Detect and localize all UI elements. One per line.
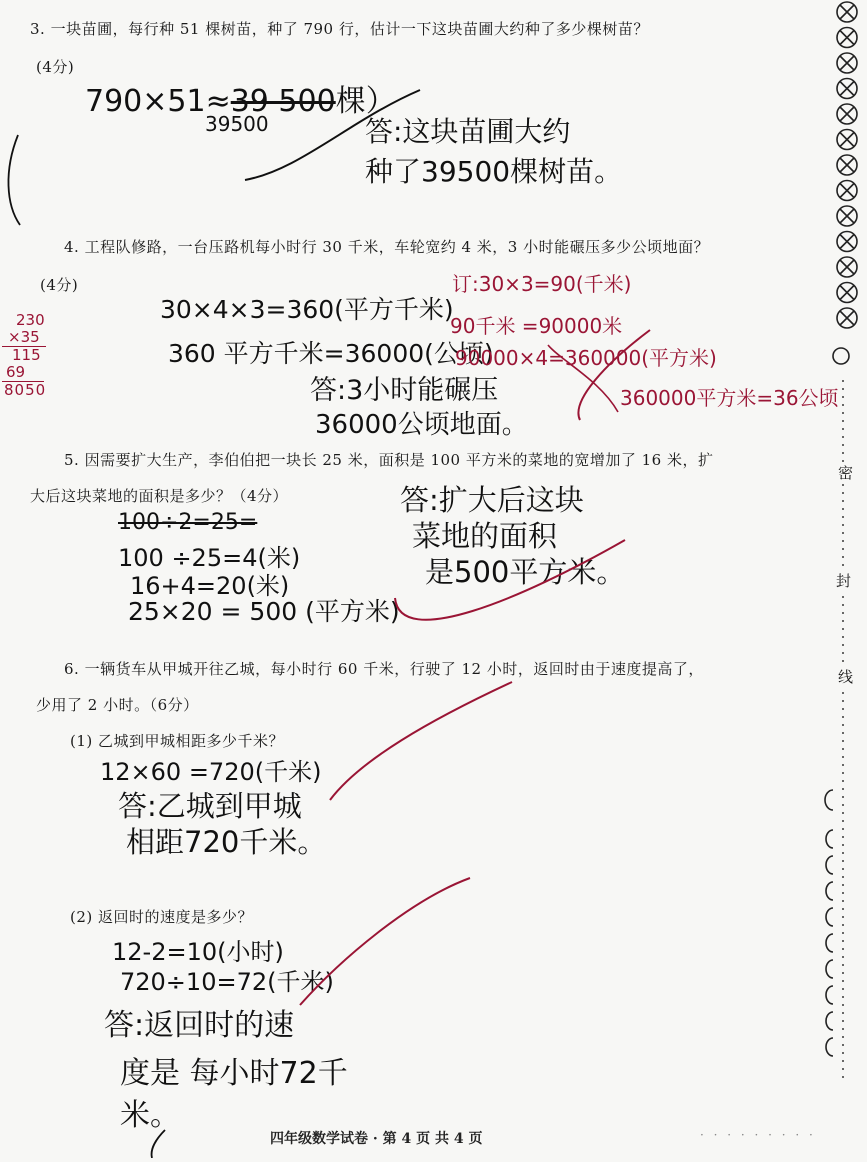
q5-work-struck: 100÷2=25= (118, 510, 258, 535)
q6-sub2-work2: 720÷10=72(千米) (120, 968, 334, 996)
q3-answer-line2: 种了39500棵树苗。 (365, 155, 623, 188)
q5-work-line2: 16+4=20(米) (130, 572, 290, 600)
q5-answer-line1: 答:扩大后这块 (400, 483, 584, 517)
q5-work-line1: 100 ÷25=4(米) (118, 544, 301, 572)
q5-work-line3: 25×20 = 500 (平方米) (128, 597, 400, 626)
q6-sub2-answer-line3: 米。 (120, 1098, 180, 1133)
binding-hole-cross (840, 209, 854, 223)
binding-hole-cross (840, 82, 854, 96)
q4-correction-line3: 90000×4=360000(平方米) (455, 346, 717, 370)
binding-hole-cross (840, 56, 854, 70)
q4-work-line1: 30×4×3=360(平方千米) (160, 295, 454, 324)
q4-correction-line1: 订:30×3=90(千米) (452, 272, 632, 296)
seal-char-mi: 密 (837, 464, 853, 482)
binding-hole-cross (840, 260, 854, 274)
margin-calc-row: 69 (2, 364, 44, 382)
q3-work-tail: 棵） (335, 84, 396, 119)
q4-score: (4分) (40, 276, 79, 294)
seal-char-xian: 线 (837, 668, 853, 686)
q3-score: (4分) (36, 58, 75, 76)
binding-hole-cross (840, 31, 854, 45)
q3-work-expr: 790×51≈ (85, 84, 231, 119)
q6-sub1-question: (1) 乙城到甲城相距多少千米？ (70, 732, 285, 750)
q6-sub2-answer-line2: 度是 每小时72千 (120, 1056, 348, 1091)
binding-hole-cross (840, 286, 854, 300)
q5-answer-line2: 菜地的面积 (412, 519, 558, 553)
margin-calc-row: 230 (16, 311, 45, 329)
binding-hole-cross (840, 107, 854, 121)
binding-hole-cross (840, 158, 854, 172)
q5-answer-line3: 是500平方米。 (425, 555, 626, 589)
q6-sub2-work1: 12-2=10(小时) (112, 938, 284, 966)
margin-calc-row: 8050 (4, 381, 47, 399)
q4-answer-line2: 36000公顷地面。 (315, 410, 528, 440)
q4-question: 4. 工程队修路，一台压路机每小时行 30 千米，车轮宽约 4 米，3 小时能碾压多少公顷地面？ (64, 238, 710, 256)
q3-work-line2: 39500 (205, 112, 269, 136)
q4-answer-line1: 答:3小时能碾压 (310, 375, 499, 406)
footer-dots: · · · · · · · · · (700, 1128, 816, 1142)
q3-answer-line1: 答:这块苗圃大约 (365, 115, 571, 148)
seal-char-feng: 封 (835, 572, 851, 590)
q4-correction-line2: 90千米 =90000米 (450, 314, 623, 338)
binding-hole-cross (840, 311, 854, 325)
q4-work-line2: 360 平方千米=36000(公顷) (168, 339, 494, 368)
q5-question-line1: 5. 因需要扩大生产，李伯伯把一块长 25 米，面积是 100 平方米的菜地的宽增加了 16 米，扩 (64, 451, 714, 469)
q4-correction-line4: 360000平方米=36公顷 (620, 386, 839, 410)
binding-hole (833, 348, 849, 364)
page-footer: 四年级数学试卷 · 第 4 页 共 4 页 (270, 1131, 483, 1147)
q6-sub1-answer-line2: 相距720千米。 (126, 825, 327, 859)
margin-bracket (8, 135, 20, 225)
q4-margin-calc (2, 312, 62, 399)
q5-question-line2: 大后这块菜地的面积是多少？（4分） (30, 487, 289, 505)
binding-hole-cross (840, 133, 854, 147)
q3-question: 3. 一块苗圃，每行种 51 棵树苗，种了 790 行，估计一下这块苗圃大约种了多少棵树苗？ (30, 20, 649, 38)
q6-sub1-work: 12×60 =720(千米) (100, 758, 322, 786)
q6-sub2-answer-line1: 答:返回时的速 (104, 1008, 295, 1043)
binding-hole-cross (840, 184, 854, 198)
binding-hole-cross (840, 5, 854, 19)
margin-calc-row: 115 (12, 346, 41, 364)
red-swoosh (330, 682, 512, 800)
q6-question-line1: 6. 一辆货车从甲城开往乙城，每小时行 60 千米，行驶了 12 小时，返回时由于速度提高了， (64, 660, 704, 678)
binding-margin (807, 0, 867, 1158)
q3-work-struck: 39 500 (230, 84, 336, 119)
q6-question-line2: 少用了 2 小时。（6分） (36, 696, 199, 714)
q6-sub2-question: (2) 返回时的速度是多少？ (70, 908, 254, 926)
margin-calc-row: ×35 (2, 329, 46, 347)
binding-hole (825, 790, 833, 810)
q6-sub1-answer-line1: 答:乙城到甲城 (118, 789, 302, 823)
binding-hole-cross (840, 235, 854, 249)
